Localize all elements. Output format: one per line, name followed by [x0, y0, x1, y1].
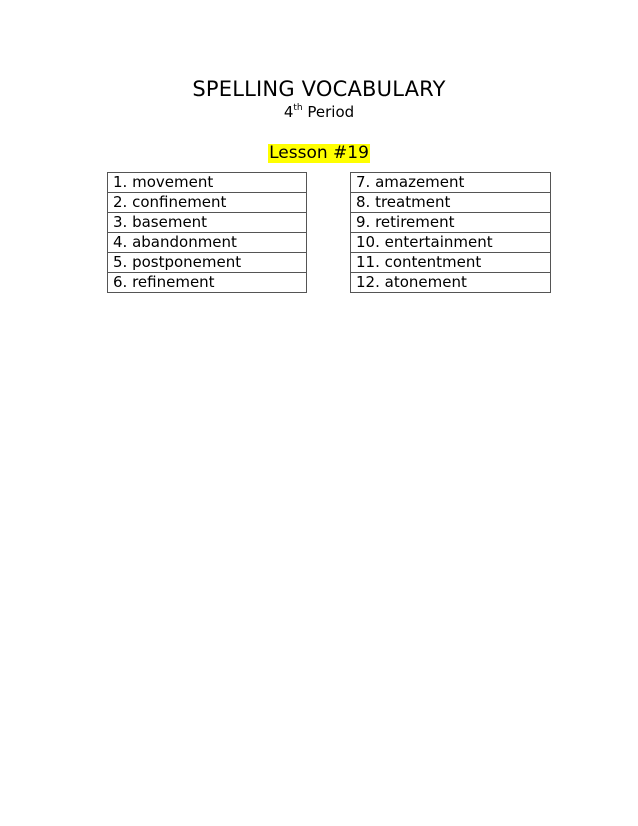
table-row [351, 173, 551, 193]
table-row [108, 233, 307, 253]
period-label: Period [307, 103, 355, 121]
period-suffix: th [293, 103, 303, 113]
word-cell: 3. basement [108, 213, 307, 233]
word-cell: 1. movement [108, 173, 307, 193]
table-row [351, 193, 551, 213]
word-cell: 2. confinement [108, 193, 307, 213]
lesson-heading-container [0, 143, 638, 163]
period-number: 4 [283, 103, 294, 121]
table-row [108, 173, 307, 193]
word-cell: 11. contentment [351, 253, 551, 273]
table-row [351, 233, 551, 253]
lesson-heading: Lesson #19 [269, 143, 369, 163]
word-cell: 12. atonement [351, 273, 551, 293]
table-row [108, 193, 307, 213]
word-cell: 8. treatment [351, 193, 551, 213]
table-row [108, 273, 307, 293]
word-table-right [350, 172, 551, 293]
word-cell: 4. abandonment [108, 233, 307, 253]
word-cell: 10. entertainment [351, 233, 551, 253]
word-cell: 6. refinement [108, 273, 307, 293]
table-row [108, 213, 307, 233]
word-cell: 7. amazement [351, 173, 551, 193]
table-row [108, 253, 307, 273]
period-subtitle [0, 102, 638, 122]
word-cell: 9. retirement [351, 213, 551, 233]
document-title: SPELLING VOCABULARY [192, 77, 446, 101]
word-cell: 5. postponement [108, 253, 307, 273]
table-row [351, 273, 551, 293]
table-row [351, 253, 551, 273]
word-table-left [107, 172, 307, 293]
table-row [351, 213, 551, 233]
